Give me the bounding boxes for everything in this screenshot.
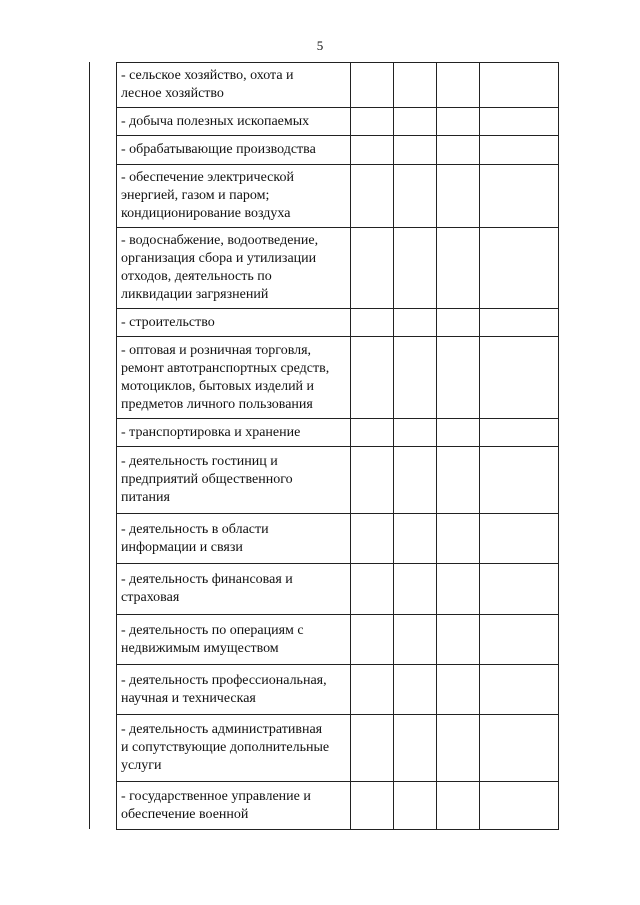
value-cell — [437, 447, 480, 514]
row-label — [117, 564, 351, 615]
value-cell — [351, 564, 394, 615]
row-label-line: недвижимым имуществом — [121, 640, 279, 656]
row-label-line: - деятельность административная — [121, 722, 323, 737]
value-cell — [394, 136, 437, 165]
value-cell — [480, 63, 559, 108]
row-label-line: - строительство — [121, 314, 215, 330]
value-cell — [394, 228, 437, 309]
row-label-line: научная и техническая — [121, 690, 256, 706]
table-row — [117, 136, 559, 165]
table-row — [117, 309, 559, 337]
value-cell — [437, 63, 480, 108]
value-cell — [437, 615, 480, 665]
value-cell — [351, 136, 394, 165]
value-cell — [480, 564, 559, 615]
value-cell — [394, 108, 437, 136]
row-label-line: - государственное управление и — [121, 788, 311, 804]
row-label-line: информации и связи — [121, 539, 243, 555]
value-cell — [394, 165, 437, 228]
table-row — [117, 715, 559, 782]
row-label-line: - деятельность профессиональная, — [121, 672, 327, 688]
row-label-line: - деятельность финансовая и — [121, 572, 293, 587]
value-cell — [351, 615, 394, 665]
table-row — [117, 564, 559, 615]
value-cell — [394, 564, 437, 615]
row-label-line: - обеспечение электрической — [121, 170, 294, 185]
row-label-line: - водоснабжение, водоотведение, — [121, 233, 319, 248]
row-label — [117, 419, 351, 447]
row-label-line: - оптовая и розничная торговля, — [121, 342, 312, 358]
row-label-line: - сельское хозяйство, охота и — [121, 68, 294, 83]
value-cell — [437, 136, 480, 165]
row-label — [117, 715, 351, 782]
value-cell — [351, 63, 394, 108]
value-cell — [351, 447, 394, 514]
value-cell — [437, 165, 480, 228]
value-cell — [437, 665, 480, 715]
row-label — [117, 165, 351, 228]
value-cell — [437, 419, 480, 447]
value-cell — [351, 419, 394, 447]
row-label-line: страховая — [121, 590, 180, 605]
value-cell — [351, 514, 394, 564]
value-cell — [351, 165, 394, 228]
value-cell — [480, 108, 559, 136]
value-cell — [437, 309, 480, 337]
row-label-line: обеспечение военной — [121, 806, 249, 822]
value-cell — [480, 782, 559, 830]
row-label — [117, 782, 351, 830]
value-cell — [437, 108, 480, 136]
table-row — [117, 447, 559, 514]
value-cell — [394, 63, 437, 108]
value-cell — [394, 447, 437, 514]
row-label-line: организация сбора и утилизации — [121, 251, 317, 266]
value-cell — [394, 514, 437, 564]
value-cell — [437, 337, 480, 419]
table-row — [117, 337, 559, 419]
row-label-line: - обрабатывающие производства — [121, 142, 316, 157]
value-cell — [480, 165, 559, 228]
row-label-line: - деятельность гостиниц и — [121, 454, 278, 469]
value-cell — [351, 715, 394, 782]
value-cell — [394, 715, 437, 782]
row-label — [117, 309, 351, 337]
row-label — [117, 136, 351, 165]
value-cell — [480, 419, 559, 447]
row-label — [117, 514, 351, 564]
row-label-line: ликвидации загрязнений — [121, 287, 269, 302]
value-cell — [437, 564, 480, 615]
value-cell — [394, 309, 437, 337]
value-cell — [351, 228, 394, 309]
value-cell — [394, 782, 437, 830]
table-row — [117, 63, 559, 108]
value-cell — [480, 615, 559, 665]
row-label-line: мотоциклов, бытовых изделий и — [121, 378, 315, 394]
value-cell — [437, 228, 480, 309]
value-cell — [480, 665, 559, 715]
row-label — [117, 337, 351, 419]
row-label-line: ремонт автотранспортных средств, — [121, 360, 330, 376]
value-cell — [394, 419, 437, 447]
value-cell — [480, 514, 559, 564]
value-cell — [394, 337, 437, 419]
row-label — [117, 447, 351, 514]
row-label-line: питания — [121, 490, 170, 505]
page-number: 5 — [316, 38, 324, 53]
row-label-line: - транспортировка и хранение — [121, 424, 301, 440]
value-cell — [480, 715, 559, 782]
row-label-line: предприятий общественного — [121, 472, 293, 487]
row-label-line: лесное хозяйство — [121, 86, 224, 101]
row-label — [117, 665, 351, 715]
value-cell — [480, 309, 559, 337]
row-label-line: услуги — [121, 758, 162, 773]
row-label — [117, 108, 351, 136]
table-body — [117, 63, 559, 830]
value-cell — [437, 782, 480, 830]
value-cell — [480, 136, 559, 165]
row-label-line: отходов, деятельность по — [121, 269, 272, 284]
value-cell — [351, 665, 394, 715]
row-label-line: - добыча полезных ископаемых — [121, 113, 310, 129]
row-label — [117, 63, 351, 108]
row-label-line: и сопутствующие дополнительные — [121, 740, 330, 755]
value-cell — [351, 337, 394, 419]
row-label-line: энергией, газом и паром; — [121, 188, 270, 203]
value-cell — [351, 309, 394, 337]
table-row — [117, 514, 559, 564]
table-row — [117, 108, 559, 136]
value-cell — [480, 228, 559, 309]
value-cell — [351, 108, 394, 136]
activity-table — [116, 62, 559, 830]
row-label-line: - деятельность в области — [121, 521, 269, 537]
value-cell — [394, 665, 437, 715]
table-row — [117, 165, 559, 228]
row-label-line: предметов личного пользования — [121, 396, 313, 412]
row-label-line: - деятельность по операциям с — [121, 622, 304, 638]
table-row — [117, 782, 559, 830]
value-cell — [437, 514, 480, 564]
value-cell — [480, 337, 559, 419]
row-label — [117, 615, 351, 665]
value-cell — [480, 447, 559, 514]
table-left-border — [89, 62, 90, 829]
value-cell — [394, 615, 437, 665]
table-row — [117, 228, 559, 309]
table-row — [117, 615, 559, 665]
value-cell — [437, 715, 480, 782]
table-row — [117, 419, 559, 447]
row-label-line: кондиционирование воздуха — [121, 206, 291, 221]
row-label — [117, 228, 351, 309]
value-cell — [351, 782, 394, 830]
table-row — [117, 665, 559, 715]
